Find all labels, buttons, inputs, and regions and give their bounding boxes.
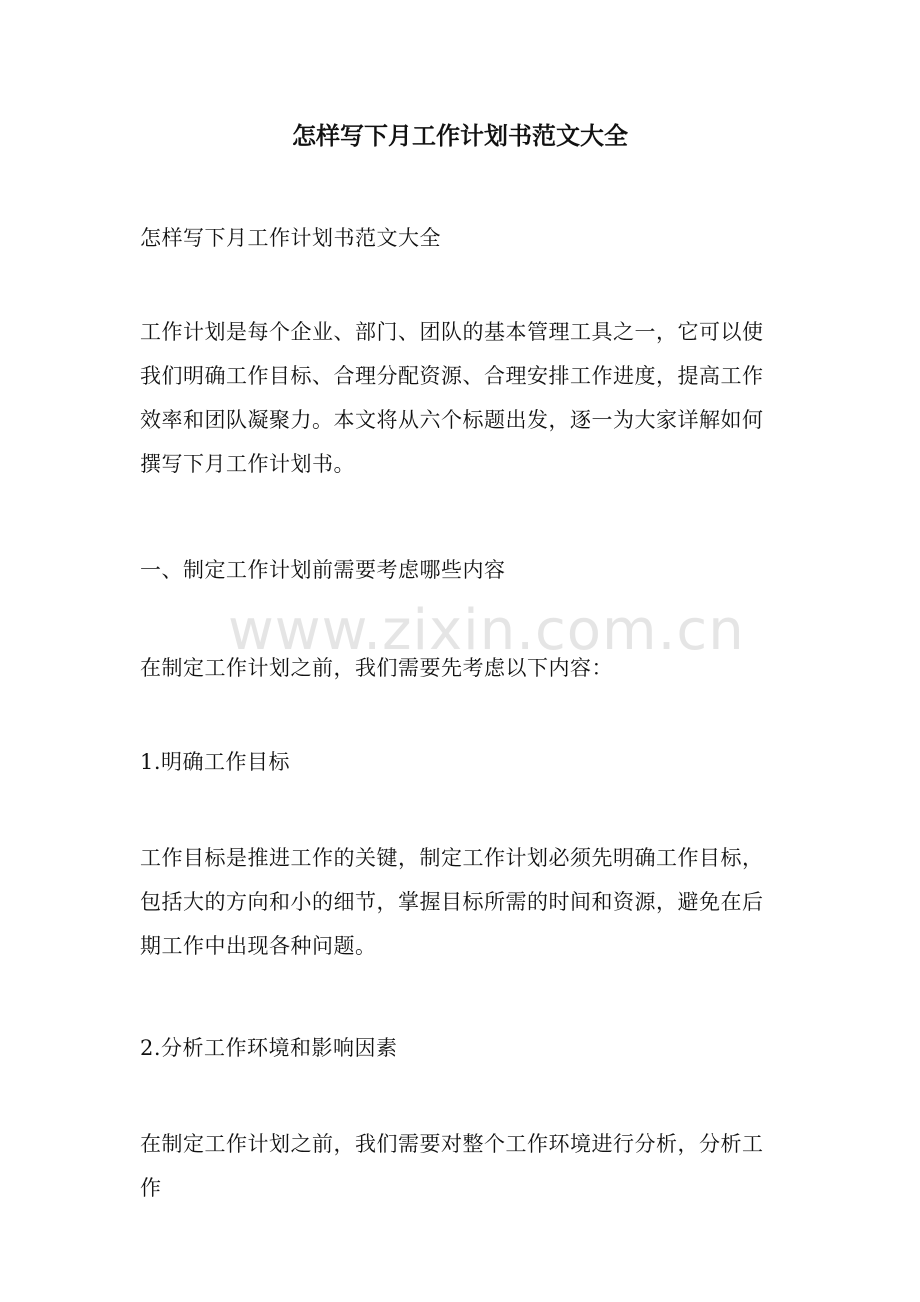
watermark: www.zixin.com.cn [228, 598, 745, 663]
section-1-lead: 在制定工作计划之前，我们需要先考虑以下内容： [140, 656, 613, 680]
item-1-body: 工作目标是推进工作的关键，制定工作计划必须先明确工作目标，包括大的方向和小的细节，掌握目标所需的时间和资源，避免在后期工作中出现各种问题。 [140, 846, 764, 958]
document-subtitle: 怎样写下月工作计划书范文大全 [140, 226, 441, 250]
item-2-body: 在制定工作计划之前，我们需要对整个工作环境进行分析，分析工作 [140, 1132, 764, 1200]
item-1-heading: 1.明确工作目标 [140, 750, 291, 774]
document-title: 怎样写下月工作计划书范文大全 [292, 121, 628, 150]
intro-paragraph: 工作计划是每个企业、部门、团队的基本管理工具之一，它可以使我们明确工作目标、合理分配资源、合理安排工作进度，提高工作效率和团队凝聚力。本文将从六个标题出发，逐一为大家详解如何撰写下月工作计划书。 [140, 320, 764, 476]
section-1-heading: 一、制定工作计划前需要考虑哪些内容 [140, 558, 506, 582]
item-2-heading: 2.分析工作环境和影响因素 [140, 1036, 398, 1060]
